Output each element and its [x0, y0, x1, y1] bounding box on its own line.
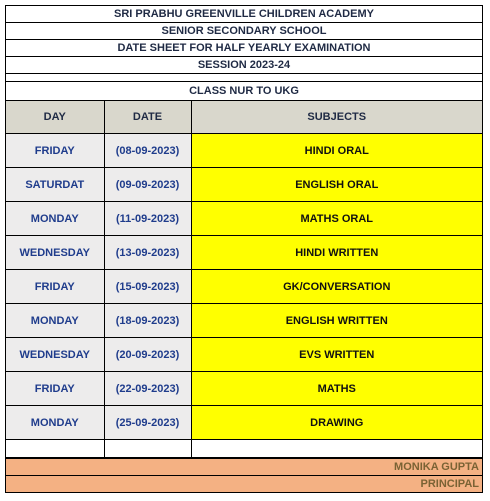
subject-cell: GK/CONVERSATION [191, 270, 482, 304]
subject-cell: MATHS [191, 372, 482, 406]
subject-cell: EVS WRITTEN [191, 338, 482, 372]
subject-cell: ENGLISH WRITTEN [191, 304, 482, 338]
spacer-row [6, 74, 482, 82]
table-row [6, 236, 482, 270]
day-cell: MONDAY [6, 304, 104, 338]
subject-cell: DRAWING [191, 406, 482, 440]
empty-table-row [6, 440, 482, 458]
date-cell: (09-09-2023) [104, 168, 191, 202]
empty-cell [104, 440, 191, 458]
principal-name: MONIKA GUPTA [6, 458, 482, 476]
date-cell: (15-09-2023) [104, 270, 191, 304]
table-header-row [6, 101, 482, 134]
subject-cell: MATHS ORAL [191, 202, 482, 236]
column-header-date: DATE [104, 101, 191, 134]
table-row [6, 338, 482, 372]
subject-cell: ENGLISH ORAL [191, 168, 482, 202]
table-row [6, 270, 482, 304]
table-row [6, 406, 482, 440]
principal-designation: PRINCIPAL [6, 476, 482, 493]
date-cell: (08-09-2023) [104, 134, 191, 168]
table-row [6, 372, 482, 406]
exam-schedule-table [6, 101, 482, 458]
day-cell: SATURDAT [6, 168, 104, 202]
day-cell: FRIDAY [6, 372, 104, 406]
date-cell: (22-09-2023) [104, 372, 191, 406]
date-cell: (11-09-2023) [104, 202, 191, 236]
class-label: CLASS NUR TO UKG [6, 82, 482, 101]
session-label: SESSION 2023-24 [6, 57, 482, 74]
day-cell: MONDAY [6, 202, 104, 236]
empty-cell [6, 440, 104, 458]
day-cell: FRIDAY [6, 270, 104, 304]
date-cell: (25-09-2023) [104, 406, 191, 440]
subject-cell: HINDI WRITTEN [191, 236, 482, 270]
column-header-subjects: SUBJECTS [191, 101, 482, 134]
school-name: SRI PRABHU GREENVILLE CHILDREN ACADEMY [6, 5, 482, 23]
table-row [6, 134, 482, 168]
table-row [6, 202, 482, 236]
table-row [6, 304, 482, 338]
day-cell: WEDNESDAY [6, 236, 104, 270]
column-header-day: DAY [6, 101, 104, 134]
table-row [6, 168, 482, 202]
day-cell: FRIDAY [6, 134, 104, 168]
day-cell: WEDNESDAY [6, 338, 104, 372]
school-type: SENIOR SECONDARY SCHOOL [6, 23, 482, 40]
date-cell: (18-09-2023) [104, 304, 191, 338]
date-sheet [5, 5, 483, 493]
document-title: DATE SHEET FOR HALF YEARLY EXAMINATION [6, 40, 482, 57]
date-cell: (20-09-2023) [104, 338, 191, 372]
date-cell: (13-09-2023) [104, 236, 191, 270]
day-cell: MONDAY [6, 406, 104, 440]
subject-cell: HINDI ORAL [191, 134, 482, 168]
empty-cell [191, 440, 482, 458]
